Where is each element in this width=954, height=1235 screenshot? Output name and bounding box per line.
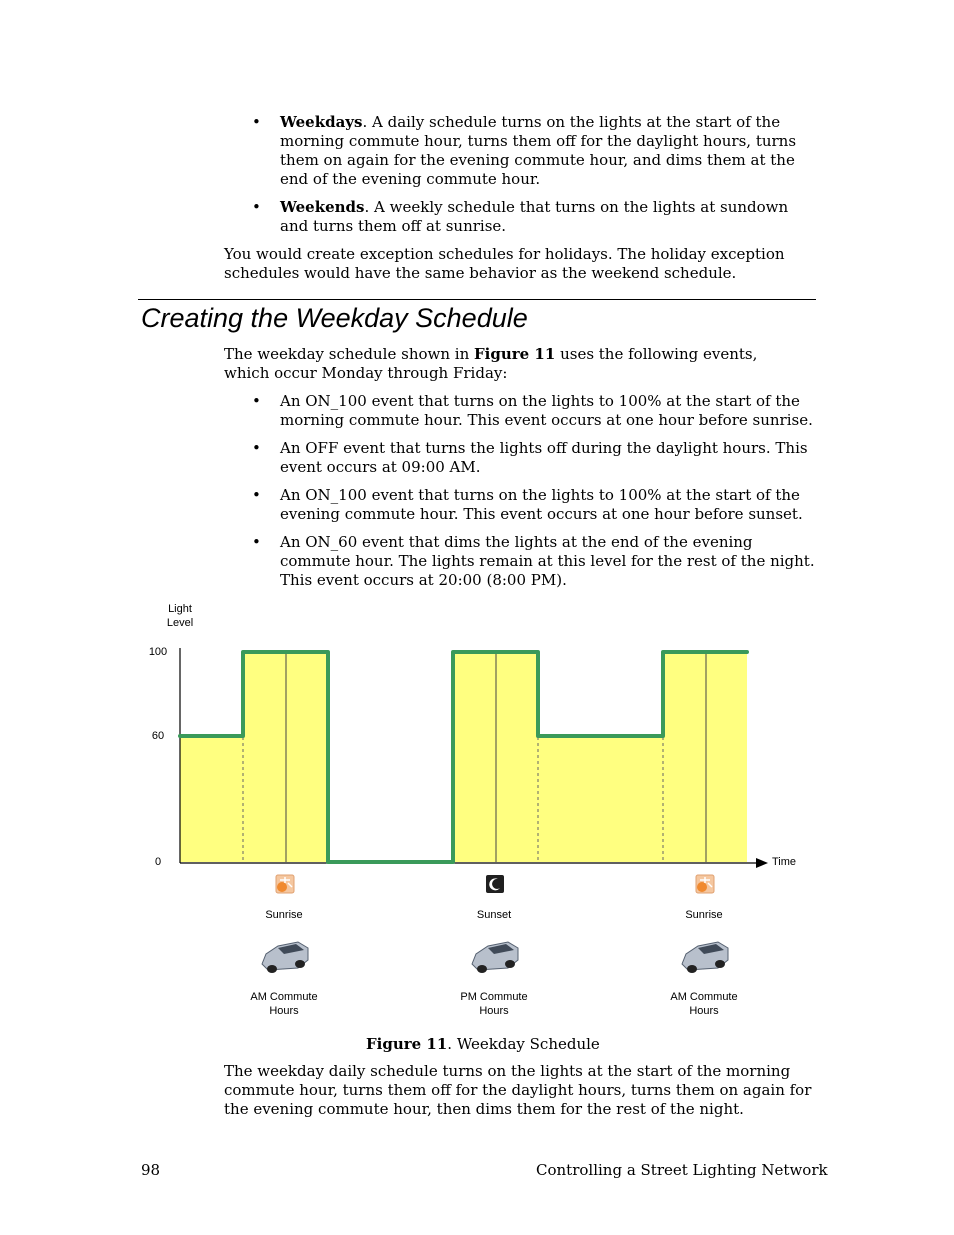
page-number: 98 <box>141 1161 161 1179</box>
event-bullet: An ON_60 event that dims the lights at the end of the evening commute hour. The lights remain at this level for the rest of the night. This event occurs at 20:00 (8:00 PM). <box>280 533 815 589</box>
y-tick-label: 0 <box>154 856 162 868</box>
sunset-icon <box>486 875 504 893</box>
figure-reference: Figure 11 <box>474 345 556 363</box>
event-bullet: An OFF event that turns the lights off during the daylight hours. This event occurs at 09:00 AM. <box>280 439 808 476</box>
exception-paragraph: You would create exception schedules for holidays. The holiday exception schedules would have the same behavior as the weekend schedule. <box>224 245 785 282</box>
light-level-fill <box>706 652 747 862</box>
commute-label <box>229 990 339 1018</box>
intro-before: The weekday schedule shown in <box>224 345 475 363</box>
bullet-mark: • <box>252 439 261 457</box>
event-bullet: An ON_100 event that turns on the lights to 100% at the start of the morning commute hour. This event occurs at one hour before sunrise. <box>280 392 813 429</box>
commute-label <box>439 990 549 1018</box>
x-axis-title: Time <box>772 856 797 868</box>
sunrise-icon <box>696 875 714 893</box>
commute-label-line2: Hours <box>269 1005 299 1017</box>
chapter-title: Controlling a Street Lighting Network <box>536 1161 828 1179</box>
bullet-mark: • <box>252 198 261 216</box>
light-level-fill <box>663 652 706 862</box>
commute-label-line2: Hours <box>479 1005 509 1017</box>
y-tick-label: 60 <box>151 730 165 742</box>
light-level-fill <box>180 736 243 862</box>
light-level-fill <box>538 736 663 862</box>
sunrise-label: Sunrise <box>265 909 303 921</box>
bullet-mark: • <box>252 533 261 551</box>
bullet-mark: • <box>252 486 261 504</box>
bullet-lead: Weekdays <box>280 113 363 131</box>
sunrise-icon <box>276 875 294 893</box>
sunrise-label: Sunrise <box>685 909 723 921</box>
bullet-body: . A daily schedule turns on the lights at the start of the morning commute hour, turns them off for the daylight hours, turns them on again for the evening commute hour, and dims them at the end of the evening commute hour. <box>280 113 797 188</box>
event-bullet: An ON_100 event that turns on the lights to 100% at the start of the evening commute hour. This event occurs at one hour before sunset. <box>280 486 803 523</box>
bullet-mark: • <box>252 392 261 410</box>
x-axis-arrow <box>756 858 768 868</box>
y-axis-title-line1: Light <box>168 603 192 615</box>
commute-label-line1: AM Commute <box>250 991 318 1003</box>
bullet-body: . A weekly schedule that turns on the lights at sundown and turns them off at sunrise. <box>280 198 789 235</box>
commute-label-line1: AM Commute <box>670 991 738 1003</box>
caption-label: Figure 11 <box>366 1035 448 1053</box>
car-icon <box>472 942 518 973</box>
intro-after: uses the following events, which occur Monday through Friday: <box>224 345 758 382</box>
y-tick-label: 100 <box>148 646 168 658</box>
sunset-label: Sunset <box>476 909 512 921</box>
bullet-mark: • <box>252 113 261 131</box>
caption-text: . Weekday Schedule <box>447 1035 600 1053</box>
closing-paragraph: The weekday daily schedule turns on the lights at the start of the morning commute hour, turns them off for the daylight hours, turns them on again for the evening commute hour, then dims them for the rest of the night. <box>224 1062 812 1118</box>
section-title: Creating the Weekday Schedule <box>141 303 528 333</box>
commute-label-line1: PM Commute <box>460 991 528 1003</box>
commute-label <box>649 990 759 1018</box>
car-icon <box>682 942 728 973</box>
commute-label-line2: Hours <box>689 1005 719 1017</box>
y-axis-title-line2: Level <box>166 617 194 629</box>
car-icon <box>262 942 308 973</box>
figure-caption <box>366 1035 600 1054</box>
bullet-lead: Weekends <box>280 198 365 216</box>
